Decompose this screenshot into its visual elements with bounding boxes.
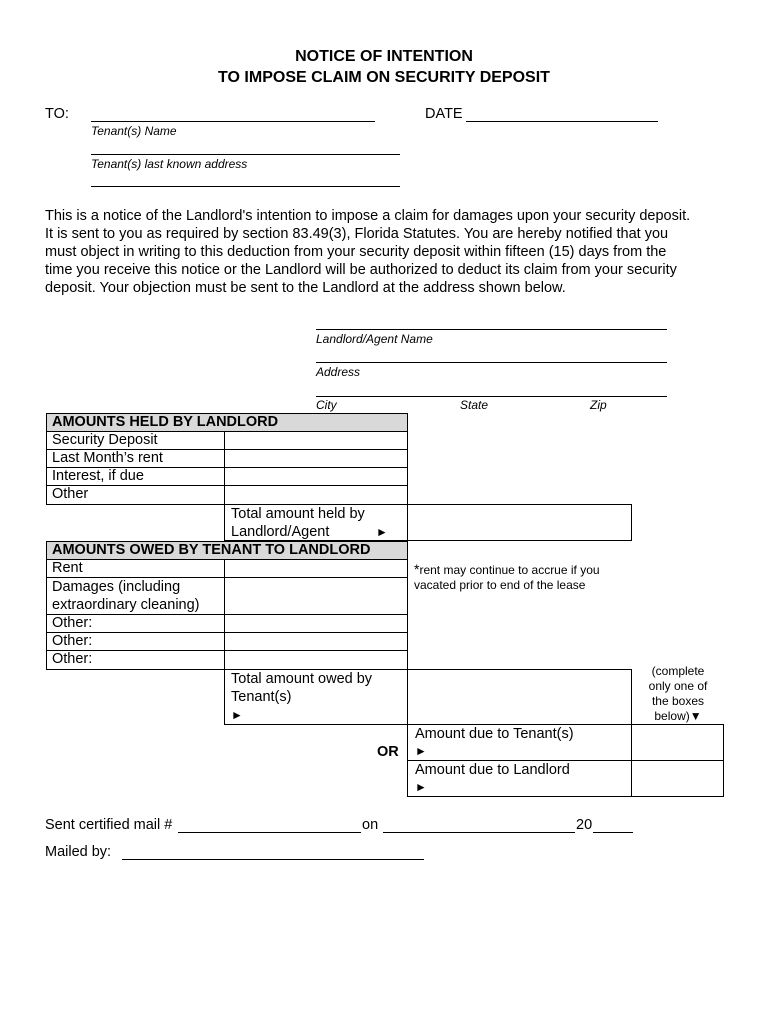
owed-row-amount-cell[interactable] [224, 577, 408, 615]
due-tenant-label: Amount due to Tenant(s) [415, 726, 574, 742]
owed-total-amount-cell[interactable] [407, 669, 632, 725]
rent-note-star: * [414, 561, 420, 577]
due-landlord-amount-cell[interactable] [631, 760, 724, 797]
held-header-label: AMOUNTS HELD BY LANDLORD [52, 414, 279, 430]
tenant-address-caption: Tenant(s) last known address [91, 157, 248, 171]
tenant-address-line-1[interactable] [91, 154, 400, 155]
tenant-address-line-2[interactable] [91, 186, 400, 187]
owed-total-label-1: Total amount owed by [231, 671, 373, 687]
owed-row-label: Other: [52, 633, 93, 649]
notice-line: This is a notice of the Landlord's intention to impose a claim for damages upon your security deposit. [45, 208, 691, 224]
state-caption: State [460, 398, 489, 412]
year-prefix: 20 [576, 817, 593, 833]
sent-certified-label: Sent certified mail # [45, 817, 173, 833]
owed-row-label: Rent [52, 560, 83, 576]
due-tenant-label-cell [407, 724, 632, 761]
landlord-name-caption: Landlord/Agent Name [316, 332, 433, 346]
year-line[interactable] [593, 832, 633, 833]
date-label: DATE [425, 106, 463, 122]
or-label: OR [377, 744, 399, 760]
owed-row-label-cell [46, 577, 225, 615]
owed-header [46, 541, 408, 560]
held-total-label-cell [224, 504, 408, 541]
owed-total-label-2: Tenant(s) [231, 689, 292, 705]
held-row-amount-cell[interactable] [224, 467, 408, 486]
title-line-1: NOTICE OF INTENTION [295, 48, 473, 65]
arrow-right-icon: ► [415, 744, 427, 758]
owed-row-label: Other: [52, 615, 93, 631]
held-row-amount-cell[interactable] [224, 431, 408, 450]
owed-row-label-cell [46, 614, 225, 633]
notice-line: deposit. Your objection must be sent to the Landlord at the address shown below. [45, 280, 566, 296]
held-row-label: Interest, if due [52, 468, 144, 484]
owed-row-label-cell [46, 559, 225, 578]
owed-total-label-cell [224, 669, 408, 725]
owed-row-label: Other: [52, 651, 93, 667]
landlord-city-line[interactable] [316, 396, 667, 397]
arrow-right-icon: ► [415, 780, 427, 794]
held-row-label: Security Deposit [52, 432, 158, 448]
owed-row-label-cont: extraordinary cleaning) [52, 597, 200, 613]
held-total-label-1: Total amount held by [231, 506, 365, 522]
owed-row-amount-cell[interactable] [224, 559, 408, 578]
held-row-label-cell [46, 485, 225, 505]
held-row-amount-cell[interactable] [224, 485, 408, 505]
on-label: on [362, 817, 379, 833]
held-total-amount-cell[interactable] [407, 504, 632, 541]
notice-paragraph [45, 207, 735, 297]
held-row-label: Other [52, 486, 89, 502]
held-row-amount-cell[interactable] [224, 449, 408, 468]
held-row-label: Last Month’s rent [52, 450, 163, 466]
complete-note-line-1: (complete [651, 664, 705, 678]
city-caption: City [316, 398, 337, 412]
notice-line: must object in writing to this deduction from your security deposit within fifteen (15) days from the [45, 244, 667, 260]
owed-row-label-cell [46, 650, 225, 670]
rent-note-line-1 [414, 562, 600, 578]
tenant-name-line[interactable] [91, 121, 375, 122]
owed-row-amount-cell[interactable] [224, 650, 408, 670]
landlord-address-line[interactable] [316, 362, 667, 363]
certified-number-line[interactable] [178, 832, 361, 833]
notice-line: time you receive this notice or the Landlord will be authorized to deduct its claim from your security [45, 262, 677, 278]
owed-row-label-cell [46, 632, 225, 651]
title-line-2: TO IMPOSE CLAIM ON SECURITY DEPOSIT [218, 69, 550, 86]
arrow-right-icon: ► [376, 525, 388, 539]
complete-note-line-4: below)▼ [654, 709, 702, 723]
complete-note-line-3: the boxes [651, 694, 705, 708]
arrow-right-icon: ► [231, 708, 243, 722]
held-total-label-2: Landlord/Agent [231, 524, 330, 540]
held-header [46, 413, 408, 432]
due-landlord-label: Amount due to Landlord [415, 762, 570, 778]
notice-line: It is sent to you as required by section 83.49(3), Florida Statutes. You are hereby notified that you [45, 226, 669, 242]
zip-caption: Zip [590, 398, 607, 412]
landlord-name-line[interactable] [316, 329, 667, 330]
mailed-by-line[interactable] [122, 859, 424, 860]
rent-note-text-1: rent may continue to accrue if you [419, 563, 600, 577]
due-landlord-label-cell [407, 760, 632, 797]
owed-header-label: AMOUNTS OWED BY TENANT TO LANDLORD [52, 542, 371, 558]
owed-row-amount-cell[interactable] [224, 614, 408, 633]
to-label: TO: [45, 106, 69, 122]
mailed-by-label: Mailed by: [45, 844, 112, 860]
complete-note-line-2: only one of [648, 679, 708, 693]
date-line[interactable] [466, 121, 658, 122]
held-row-label-cell [46, 431, 225, 450]
sent-date-line[interactable] [383, 832, 575, 833]
landlord-address-caption: Address [316, 365, 361, 379]
owed-row-amount-cell[interactable] [224, 632, 408, 651]
owed-row-label: Damages (including [52, 579, 181, 595]
due-tenant-amount-cell[interactable] [631, 724, 724, 761]
rent-note-line-2: vacated prior to end of the lease [414, 578, 586, 592]
held-row-label-cell [46, 449, 225, 468]
held-row-label-cell [46, 467, 225, 486]
tenant-name-caption: Tenant(s) Name [91, 124, 177, 138]
